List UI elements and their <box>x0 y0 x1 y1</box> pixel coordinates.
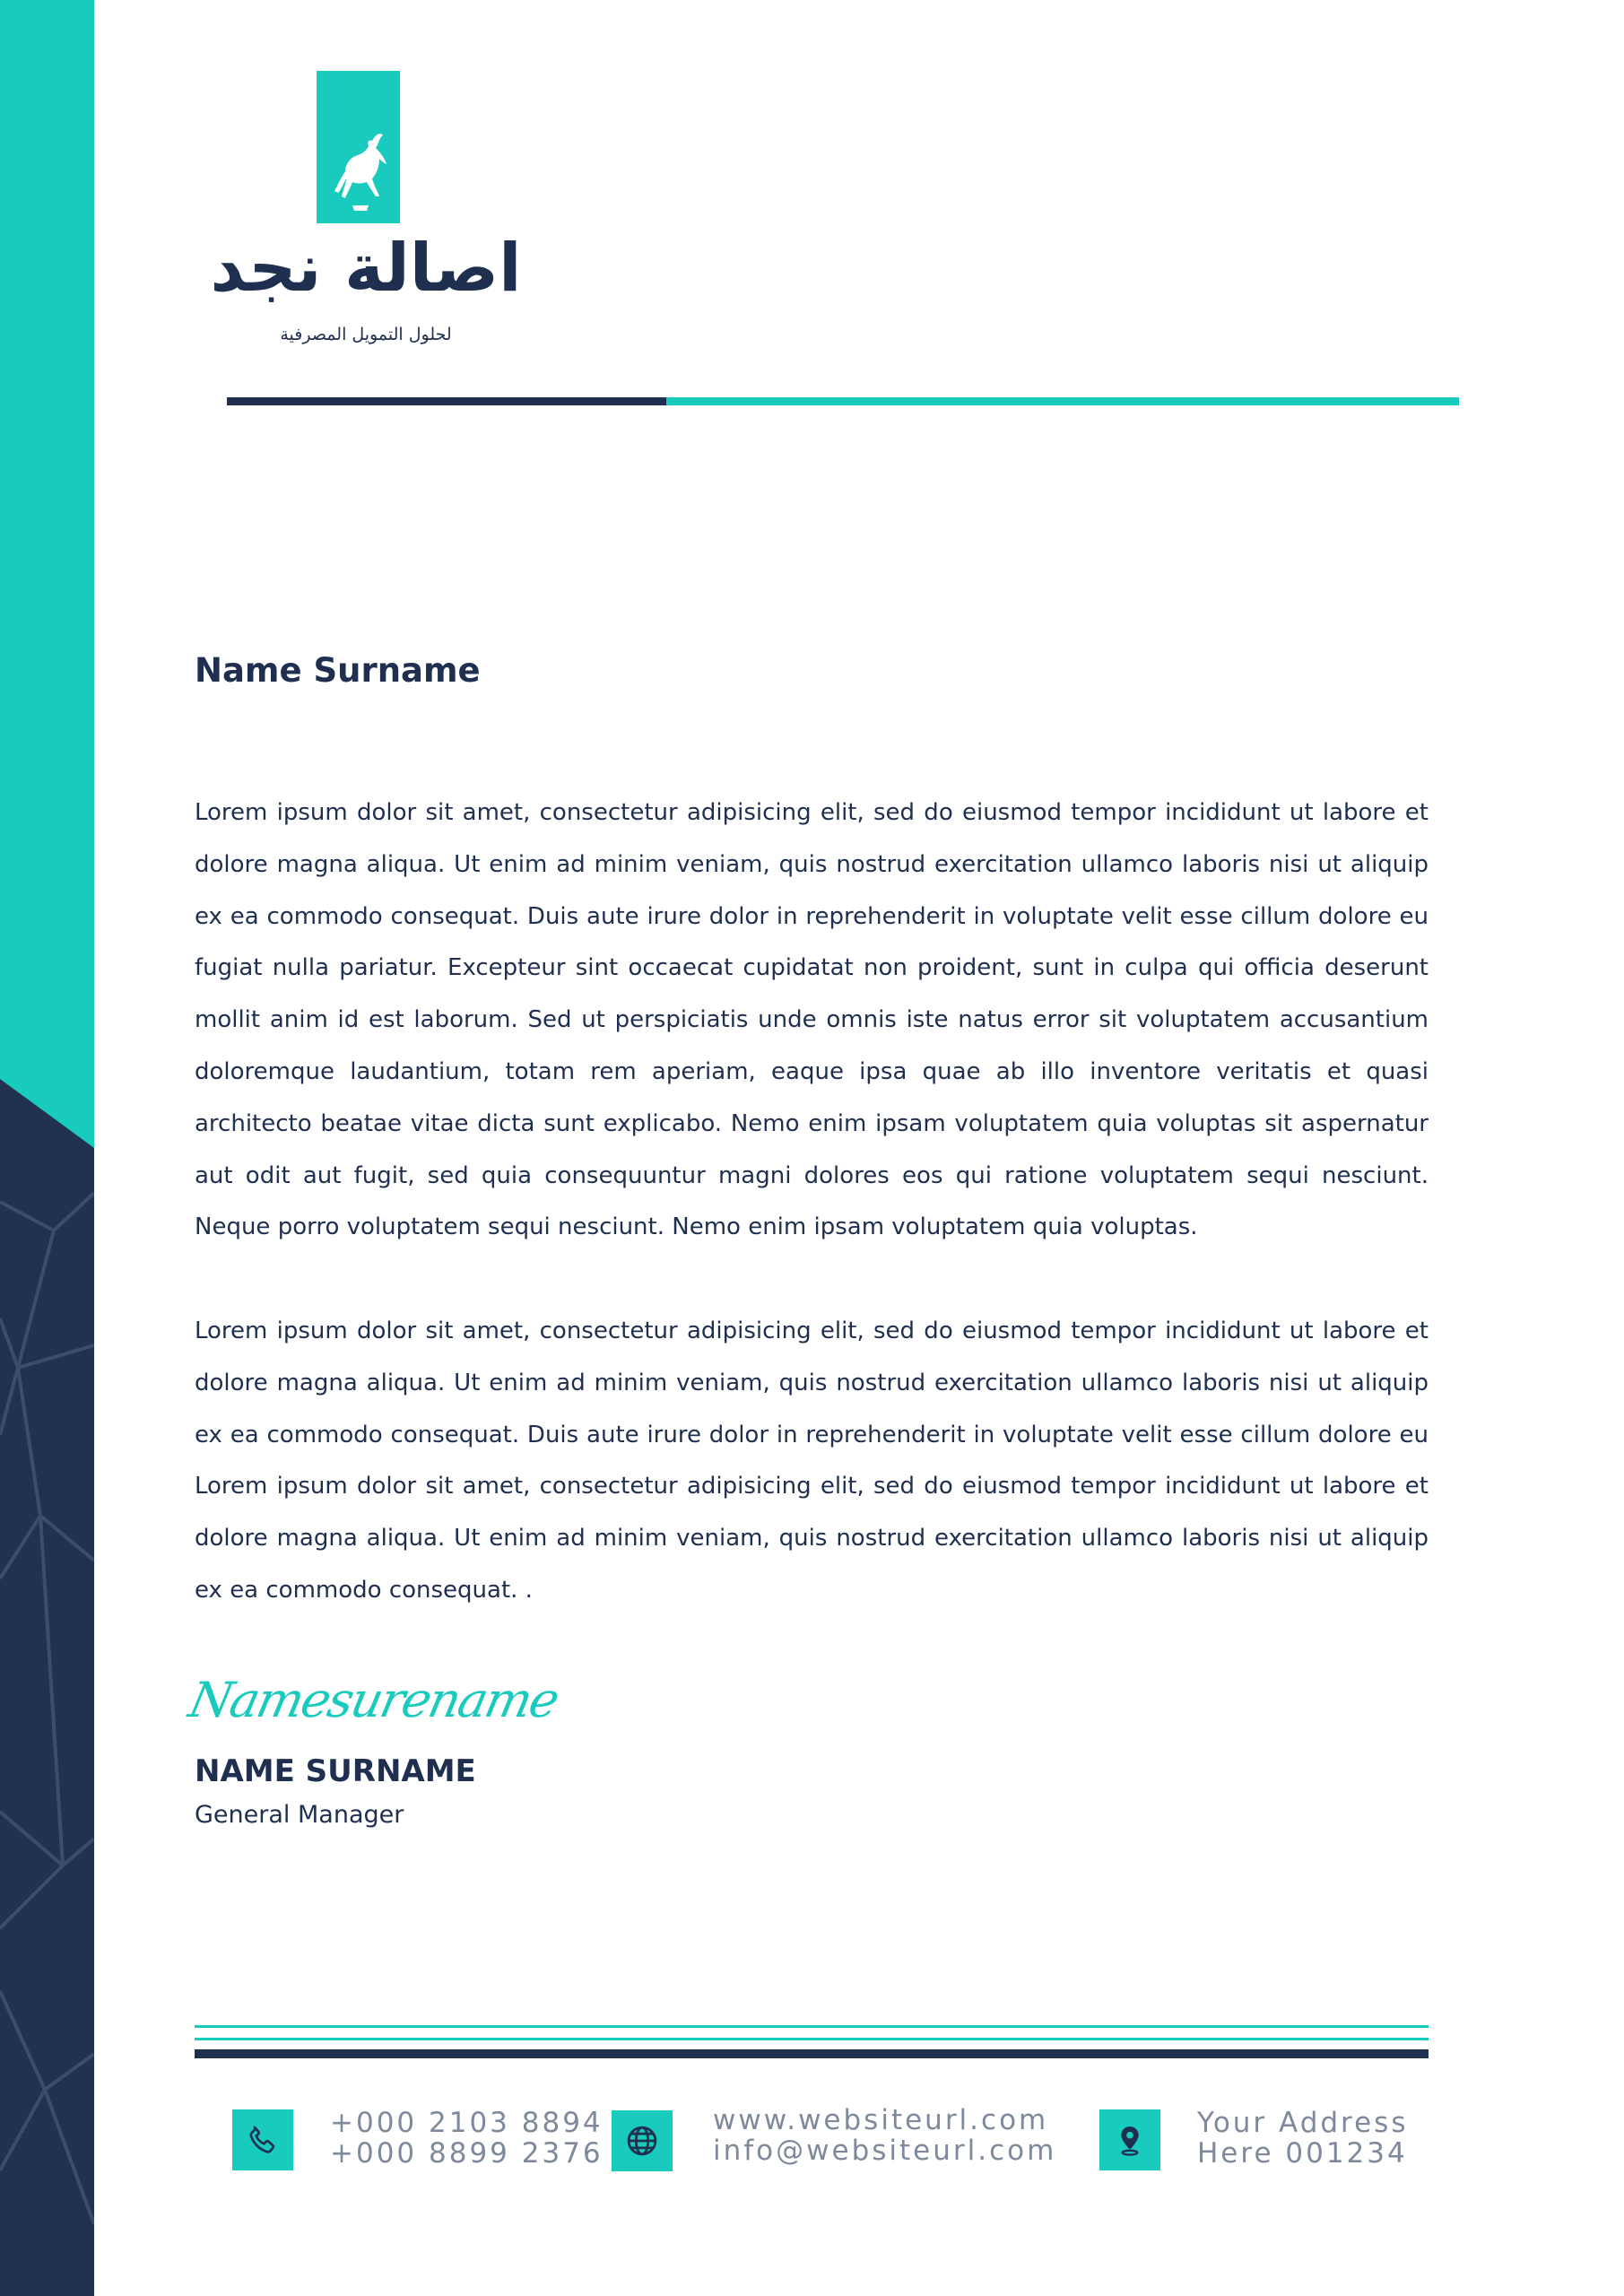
logo-mark <box>317 71 400 223</box>
phone-number-1: +000 2103 8894 <box>330 2107 604 2139</box>
brand-tagline: لحلول التمويل المصرفية <box>280 325 452 344</box>
address-line-2: Here 001234 <box>1197 2137 1408 2170</box>
address-line-1: Your Address <box>1197 2107 1409 2139</box>
header-divider-accent <box>666 397 1459 405</box>
footer-divider <box>195 2038 1429 2040</box>
brand-name: اصالة نجد <box>210 230 522 307</box>
location-pin-icon <box>1099 2109 1160 2170</box>
address <box>1197 2108 1409 2169</box>
header-divider-dark <box>227 397 666 405</box>
phone-number-2: +000 8899 2376 <box>330 2137 604 2170</box>
body-paragraph: Lorem ipsum dolor sit amet, consectetur adipisicing elit, sed do eiusmod tempor incididunt ut labore et dolore magna aliqua. Ut enim ad minim veniam, quis nostrud exercitation ullamco laboris nisi ut aliquip ex ea commodo consequat. Duis aute irure dolor in reprehenderit in voluptate velit esse cillum dolore eu fugiat nulla pariatur. Excepteur sint occaecat cupidatat non proident, sunt in culpa qui officia deserunt mollit anim id est laborum. Sed ut perspiciatis unde omnis iste natus error sit voluptatem accusantium doloremque laudantium, totam rem aperiam, eaque ipsa quae ab illo inventore veritatis et quasi architecto beatae vitae dicta sunt explicabo. Nemo enim ipsam voluptatem quia voluptas sit aspernatur aut odit aut fugit, sed quia consequuntur magni dolores eos qui ratione voluptatem sequi nesciunt. Neque porro voluptatem sequi nesciunt. Nemo enim ipsam voluptatem quia voluptas. <box>195 799 1429 1241</box>
phone-numbers <box>330 2108 604 2169</box>
footer-divider <box>195 2049 1429 2058</box>
phone-icon <box>232 2109 293 2170</box>
body-paragraph: Lorem ipsum dolor sit amet, consectetur adipisicing elit, sed do eiusmod tempor incididunt ut labore et dolore magna aliqua. Ut enim ad minim veniam, quis nostrud exercitation ullamco laboris nisi ut aliquip ex ea commodo consequat. Duis aute irure dolor in reprehenderit in voluptate velit esse cillum dolore eu Lorem ipsum dolor sit amet, consectetur adipisicing elit, sed do eiusmod tempor incididunt ut labore et dolore magna aliqua. Ut enim ad minim veniam, quis nostrud exercitation ullamco laboris nisi ut aliquip ex ea commodo consequat. . <box>195 1318 1429 1604</box>
web-contacts <box>713 2105 1056 2166</box>
sidebar-decoration <box>0 0 94 2296</box>
signer-name: NAME SURNAME <box>195 1753 476 1789</box>
footer-divider <box>195 2025 1429 2028</box>
globe-icon <box>612 2110 673 2171</box>
signature: Namesurename <box>184 1672 563 1728</box>
recipient-name: Name Surname <box>195 651 481 690</box>
website-link[interactable]: www.websiteurl.com <box>713 2104 1049 2136</box>
signer-title: General Manager <box>195 1801 404 1829</box>
email-link[interactable]: info@websiteurl.com <box>713 2135 1057 2167</box>
horse-logo-icon <box>317 71 400 223</box>
